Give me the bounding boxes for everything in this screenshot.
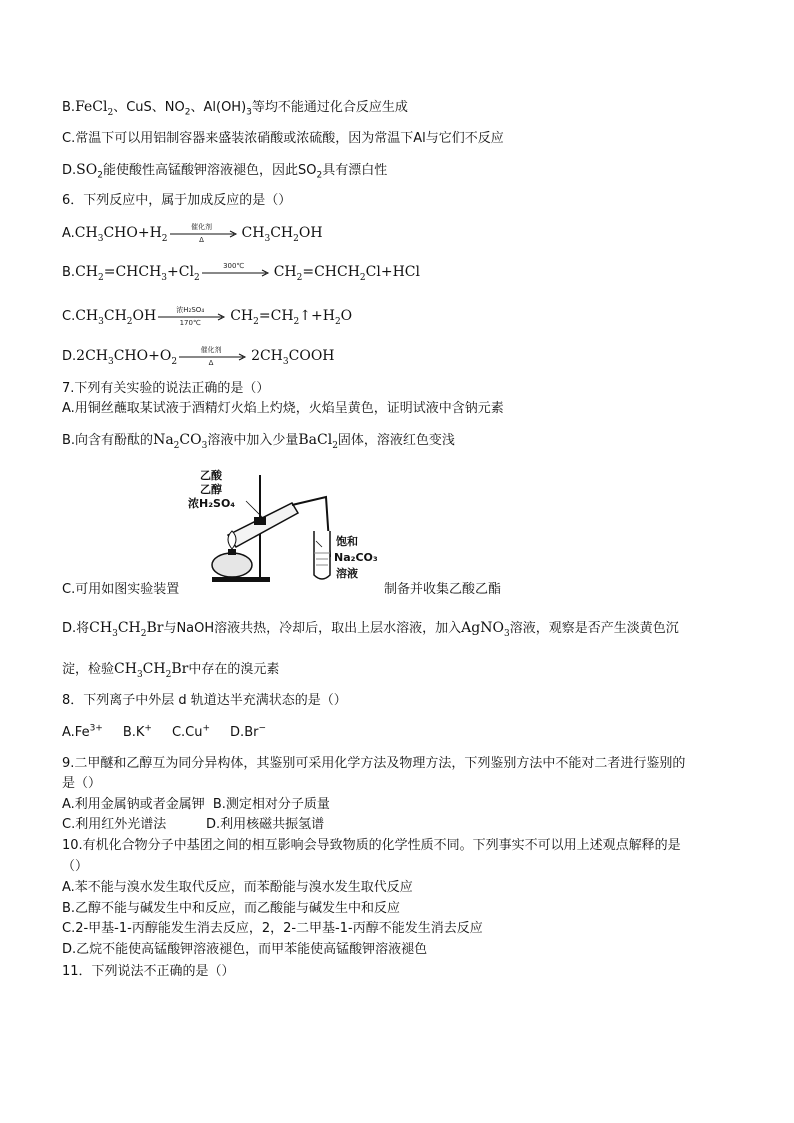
q5-option-b: B.FeCl$_2$、CuS、$NO_2$、$Al(OH)_3$等均不能通过化合反应生成 (62, 99, 408, 118)
q8-option-d: D.Br− (230, 723, 266, 740)
q10-stem: 10.有机化合物分子中基团之间的相互影响会导致物质的化学性质不同。下列事实不可以用上述观点解释的是 (62, 838, 681, 853)
reaction-arrow: 300℃ (202, 263, 272, 283)
q7-option-d-continued: 淀，检验$CH_3CH_2Br$中存在的溴元素 (62, 661, 280, 680)
q6-option-d: $D.2CH_3CHO+O_2$ 催化剂 Δ $2CH_3COOH$ (62, 345, 335, 367)
q6-option-a: $A.CH_3CHO+H_2$ 催化剂 Δ $CH_3CH_2OH$ (62, 222, 323, 244)
q9-options-cd: C.利用红外光谱法 D.利用核磁共振氢谱 (62, 817, 325, 832)
q8-option-c: C.Cu+ (171, 723, 211, 740)
q6-option-b: $B.CH_2=CHCH_3+Cl_2$ 300℃ $CH_2=CHCH_2Cl+HCl$ (62, 261, 420, 283)
q5-option-c: C.常温下可以用铝制容器来盛装浓硝酸或浓硫酸，因为常温下Al与它们不反应 (62, 131, 504, 146)
q7-stem: 7.下列有关实验的说法正确的是（） (62, 381, 270, 396)
q9-stem-continued: 是（） (62, 776, 102, 791)
q7-option-a: A.用铜丝蘸取某试液于酒精灯火焰上灼烧，火焰呈黄色，证明试液中含钠元素 (62, 401, 504, 416)
q5-option-d: $D.SO_2$能使酸性高锰酸钾溶液褪色，因此$SO_2$具有漂白性 (62, 162, 388, 181)
q7-option-b: B.向含有酚酞的$Na_2CO_3$溶液中加入少量BaCl$_2$固体，溶液红色变浅 (62, 432, 455, 451)
reaction-arrow: 浓H₂SO₄ 170℃ (158, 307, 228, 327)
q10-option-a: A.苯不能与溴水发生取代反应，而苯酚能与溴水发生取代反应 (62, 880, 413, 895)
q6-stem: 6．下列反应中，属于加成反应的是（） (62, 193, 292, 208)
q10-option-c: C.2-甲基-1-丙醇能发生消去反应，2，2-二甲基-1-丙醇不能发生消去反应 (62, 921, 483, 936)
reaction-arrow: 催化剂 Δ (179, 347, 249, 367)
q11-stem: 11．下列说法不正确的是（） (62, 964, 235, 979)
q8-stem: 8．下列离子中外层 d 轨道达半充满状态的是（） (62, 693, 347, 708)
q10-stem-continued: （） (62, 859, 89, 874)
q9-options-ab: A.利用金属钠或者金属钾 B.测定相对分子质量 (62, 797, 330, 812)
q8-option-b: B.K+ (122, 723, 152, 740)
reaction-arrow: 催化剂 Δ (170, 224, 240, 244)
q6-option-c: $C.CH_3CH_2OH$ 浓H₂SO₄ 170℃ $CH_2=CH_2↑+H_2O$ (62, 305, 353, 327)
esterification-apparatus-figure: 乙酸 乙醇 浓H₂SO₄ 饱和 Na₂CO₃ 溶液 (188, 469, 378, 580)
q7-option-d: D.将$CH_3CH_2Br$与NaOH溶液共热，冷却后，取出上层水溶液，加入AgNO$_3$溶液，观察是否产生淡黄色沉 (62, 620, 679, 639)
q10-option-d: D.乙烷不能使高锰酸钾溶液褪色，而甲苯能使高锰酸钾溶液褪色 (62, 942, 428, 957)
q7-option-c-prefix: C.可用如图实验装置 (62, 582, 180, 597)
q8-options (62, 723, 286, 743)
q7-option-c-suffix: 制备并收集乙酸乙酯 (384, 582, 502, 597)
q8-option-a: $A.Fe^{3+}$ (62, 723, 103, 740)
q10-option-b: B.乙醇不能与碱发生中和反应，而乙酸能与碱发生中和反应 (62, 901, 401, 916)
q9-stem: 9.二甲醚和乙醇互为同分异构体，其鉴别可采用化学方法及物理方法，下列鉴别方法中不能对二者进行鉴别的 (62, 756, 686, 771)
